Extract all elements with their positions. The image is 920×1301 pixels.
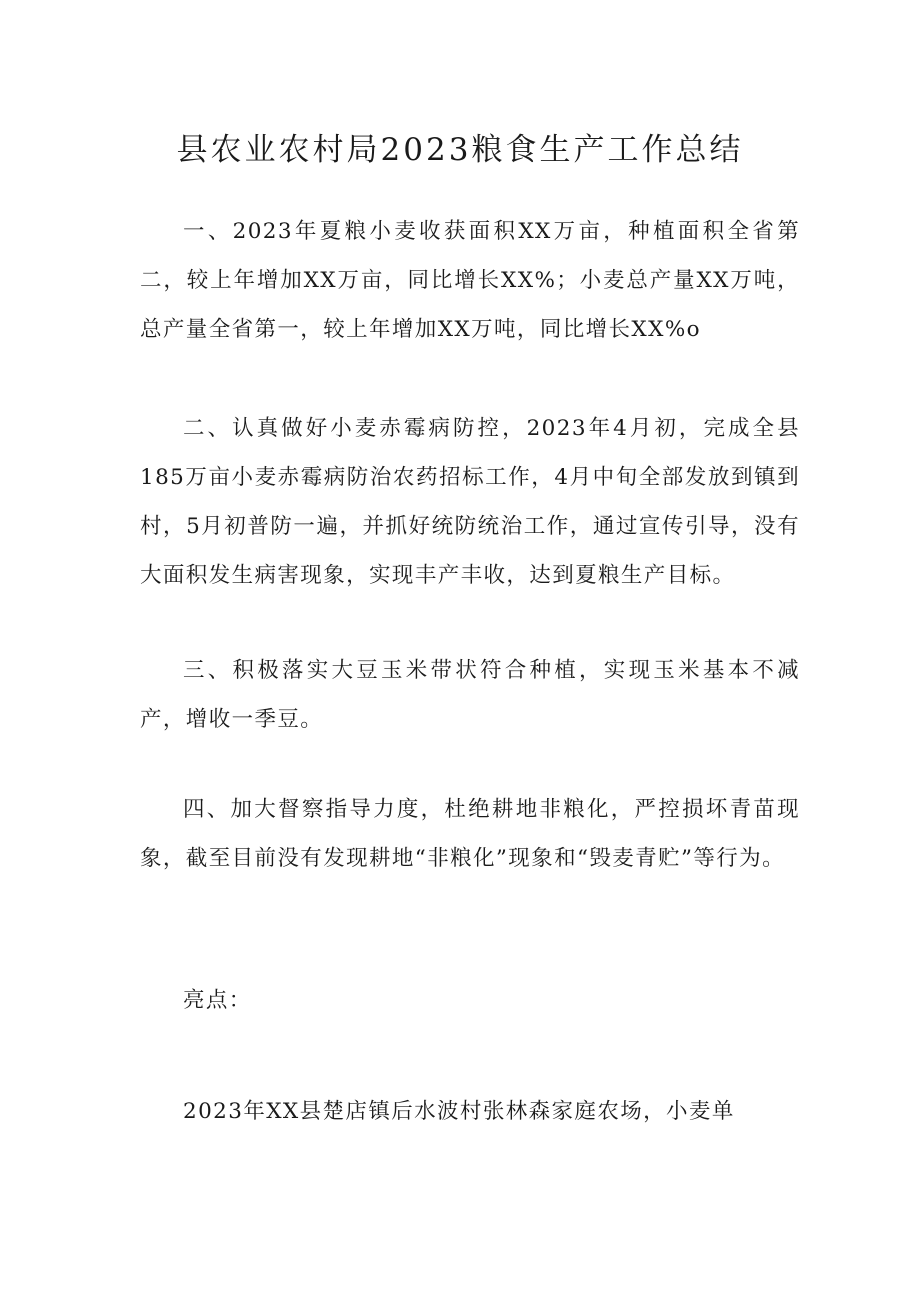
paragraph-highlight-farm: 2023年XX县楚店镇后水波村张林森家庭农场，小麦单 (183, 1099, 735, 1124)
paragraph-soy-corn-planting: 三、积极落实大豆玉米带状符合种植，实现玉米基本不减产，增收一季豆。 (140, 658, 800, 732)
paragraph-wheat-harvest: 一、2023年夏粮小麦收获面积XX万亩，种植面积全省第二，较上年增加XX万亩，同比增长XX%；小麦总产量XX万吨，总产量全省第一，较上年增加XX万吨，同比增长XX%o (140, 219, 800, 342)
document-title: 县农业农村局2023粮食生产工作总结 (176, 132, 744, 168)
paragraph-highlights-heading: 亮点： (183, 988, 252, 1013)
paragraph-disease-control: 二、认真做好小麦赤霉病防控，2023年4月初，完成全县185万亩小麦赤霉病防治农药招标工作，4月中旬全部发放到镇到村，5月初普防一遍，并抓好统防统治工作，通过宣传引导，没有大面积发生病害现象，实现丰产丰收，达到夏粮生产目标。 (140, 416, 800, 588)
paragraph-supervision: 四、加大督察指导力度，杜绝耕地非粮化，严控损坏青苗现象，截至目前没有发现耕地“非粮化”现象和“毁麦青贮”等行为。 (140, 797, 800, 871)
